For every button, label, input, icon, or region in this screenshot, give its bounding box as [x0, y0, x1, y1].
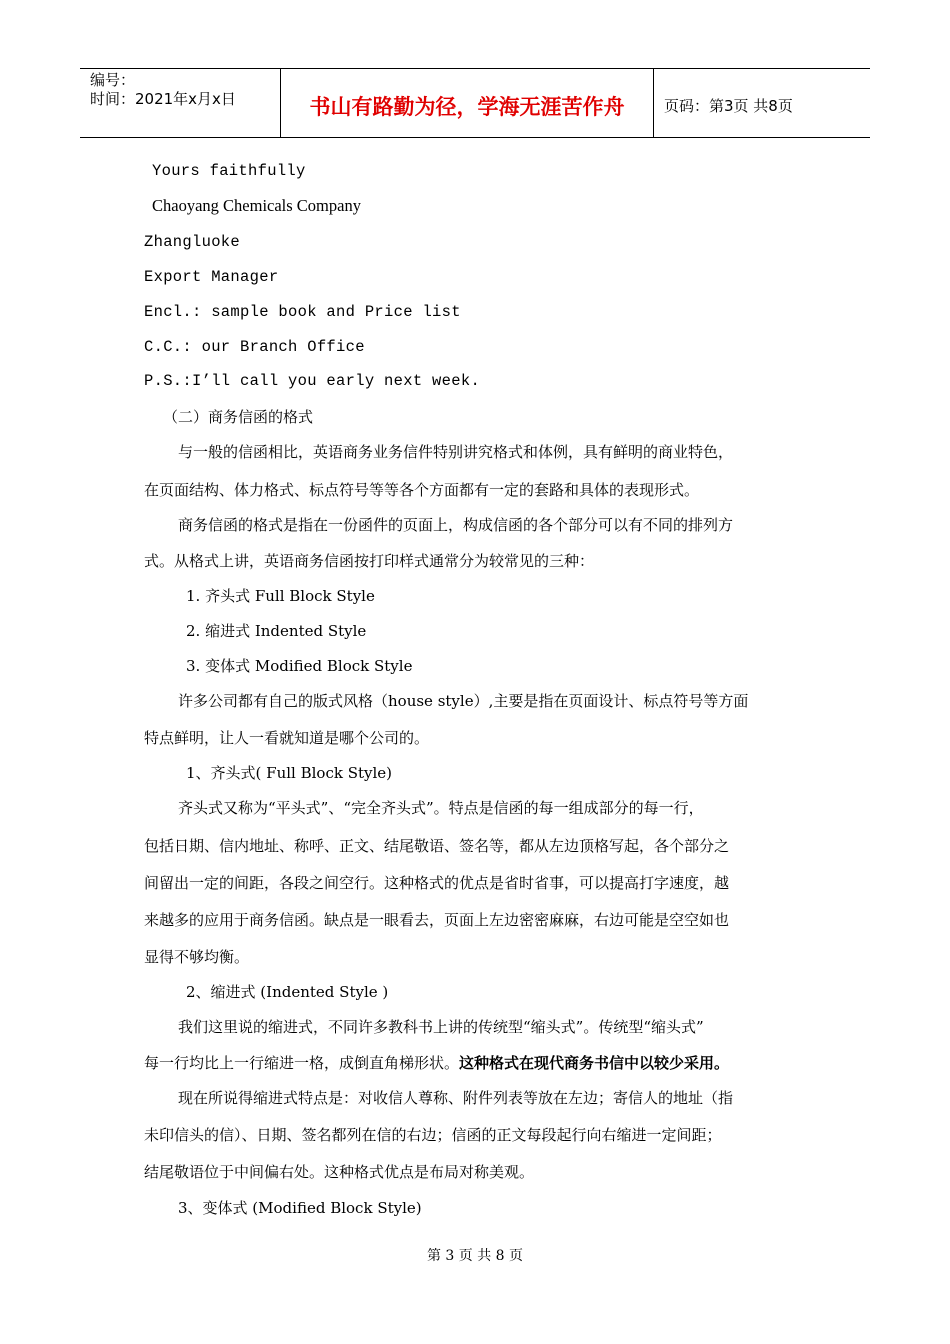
letter-company: Chaoyang Chemicals Company [152, 196, 361, 215]
paragraph-line: 包括日期、信内地址、称呼、正文、结尾敬语、签名等，都从左边顶格写起，各个部分之 [144, 837, 730, 855]
list-item: 1. 齐头式 Full Block Style [186, 587, 375, 605]
subheading-modified-block: 3、变体式 (Modified Block Style) [178, 1199, 422, 1217]
letter-cc: C.C.: our Branch Office [144, 338, 365, 356]
paragraph-line: 式。从格式上讲，英语商务信函按打印样式通常分为较常见的三种： [144, 552, 595, 570]
letter-enclosure: Encl.: sample book and Price list [144, 303, 461, 321]
time-label: 时间：2021年x月x日 [90, 90, 236, 108]
paragraph-line: 齐头式又称为“平头式”、“完全齐头式”。特点是信函的每一组成部分的每一行， [178, 799, 704, 817]
letter-signer: Zhangluoke [144, 233, 241, 251]
paragraph-line: 特点鲜明，让人一看就知道是哪个公司的。 [144, 729, 430, 747]
list-item: 2. 缩进式 Indented Style [186, 622, 367, 640]
paragraph-line: 结尾敬语位于中间偏右处。这种格式优点是布局对称美观。 [144, 1163, 535, 1181]
page-footer: 第 3 页 共 8 页 [426, 1248, 524, 1264]
paragraph-text: 每一行均比上一行缩进一格，成倒直角梯形状。 [144, 1054, 460, 1072]
paragraph-line: 商务信函的格式是指在一份函件的页面上，构成信函的各个部分可以有不同的排列方 [178, 516, 734, 534]
subheading-indented: 2、缩进式 (Indented Style ) [186, 983, 389, 1001]
header-meta [80, 69, 281, 137]
list-item: 3. 变体式 Modified Block Style [186, 657, 413, 675]
letter-closing: Yours faithfully [152, 162, 306, 180]
emphasis-text: 这种格式在现代商务书信中以较少采用。 [459, 1054, 730, 1072]
letter-ps: P.S.:I’ll call you early next week. [144, 372, 481, 390]
paragraph-line: 我们这里说的缩进式，不同许多教科书上讲的传统型“缩头式”。传统型“缩头式” [178, 1018, 704, 1036]
header-motto: 书山有路勤为径，学海无涯苦作舟 [281, 69, 654, 137]
header-page-info: 页码：第3页 共8页 [664, 96, 793, 115]
subheading-full-block: 1、齐头式( Full Block Style) [186, 764, 393, 782]
paragraph-line: 显得不够均衡。 [144, 948, 250, 966]
paragraph-line: 与一般的信函相比，英语商务业务信件特别讲究格式和体例，具有鲜明的商业特色， [178, 443, 734, 461]
section-heading: （二）商务信函的格式 [163, 408, 314, 426]
paragraph-line: 在页面结构、体力格式、标点符号等等各个方面都有一定的套路和具体的表现形式。 [144, 481, 700, 499]
paragraph-line: 未印信头的信）、日期、签名都列在信的右边；信函的正文每段起行向右缩进一定间距； [144, 1126, 722, 1144]
paragraph-line: 来越多的应用于商务信函。缺点是一眼看去，页面上左边密密麻麻，右边可能是空空如也 [144, 911, 730, 929]
paragraph-line [144, 1052, 729, 1073]
paragraph-line: 间留出一定的间距，各段之间空行。这种格式的优点是省时省事，可以提高打字速度，越 [144, 874, 730, 892]
paragraph-line: 许多公司都有自己的版式风格（house style）,主要是指在页面设计、标点符号等方面 [178, 692, 749, 710]
number-label: 编号： [90, 71, 136, 89]
letter-signer-title: Export Manager [144, 268, 279, 286]
paragraph-line: 现在所说得缩进式特点是：对收信人尊称、附件列表等放在左边；寄信人的地址（指 [178, 1089, 734, 1107]
page-header [80, 68, 870, 138]
